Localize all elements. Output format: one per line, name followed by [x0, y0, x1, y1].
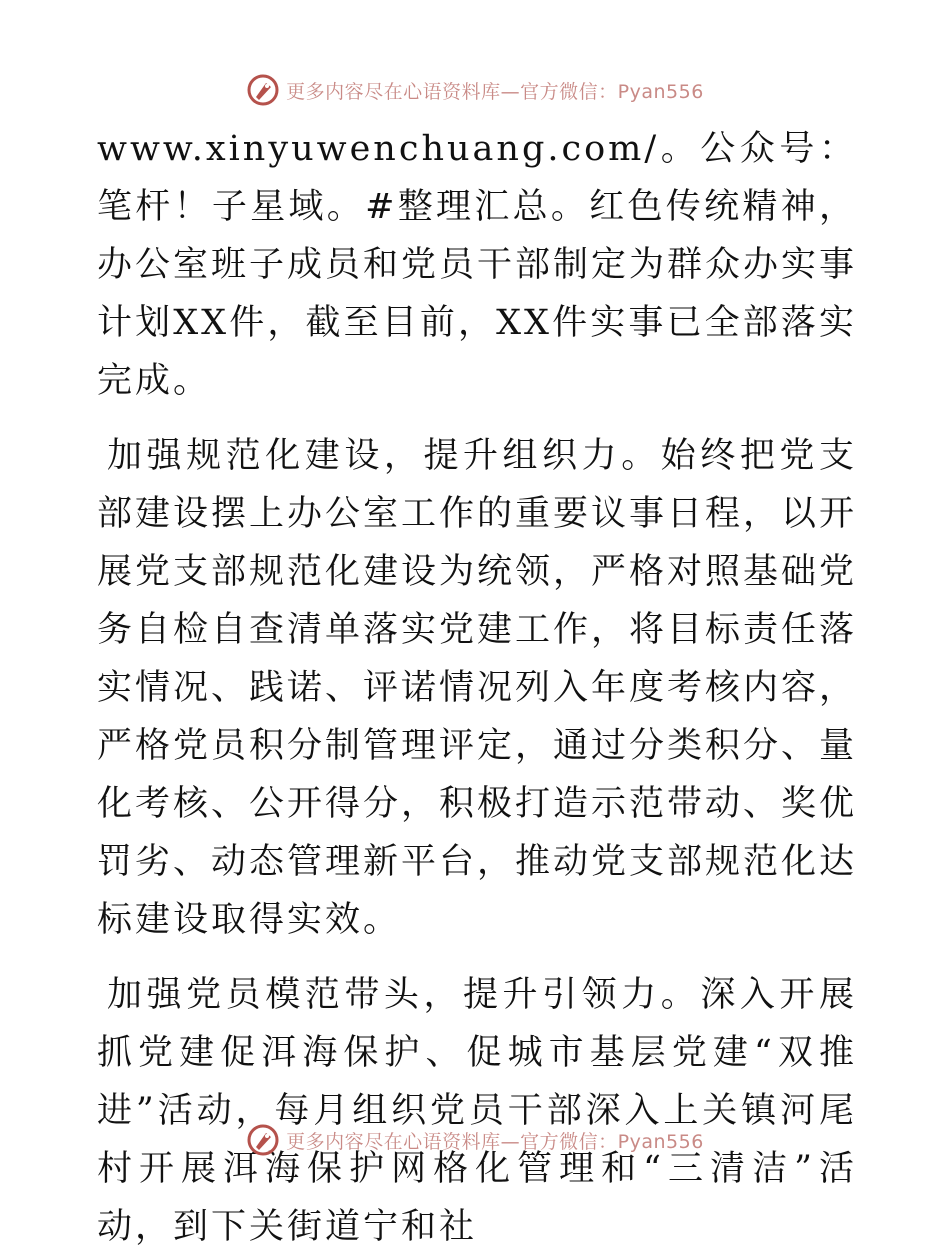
paragraph-1: www.xinyuwenchuang.com/。公众号：笔杆！子星域。#整理汇总。红色传统精神，办公室班子成员和党员干部制定为群众办实事计划XX件，截至目前，XX件实事已全部落实完成。 — [97, 129, 858, 401]
header-watermark-text: 更多内容尽在心语资料库—官方微信：Pyan556 — [286, 80, 704, 103]
pen-nib-logo-icon — [246, 73, 280, 107]
document-body — [97, 120, 857, 1256]
pen-nib-logo-icon — [246, 1123, 280, 1157]
footer-watermark — [0, 1120, 950, 1160]
paragraph-2: 加强规范化建设，提升组织力。始终把党支部建设摆上办公室工作的重要议事日程，以开展党支部规范化建设为统领，严格对照基础党务自检自查清单落实党建工作，将目标责任落实情况、践诺、评诺情况列入年度考核内容，严格党员积分制管理评定，通过分类积分、量化考核、公开得分，积极打造示范带动、奖优罚劣、动态管理新平台，推动党支部规范化达标建设取得实效。 — [97, 436, 858, 940]
header-watermark — [0, 70, 950, 110]
footer-watermark-text: 更多内容尽在心语资料库—官方微信：Pyan556 — [286, 1130, 704, 1153]
paragraph-3: 加强党员模范带头，提升引领力。深入开展抓党建促洱海保护、促城市基层党建“双推进”活动，每月组织党员干部深入上关镇河尾村开展洱海保护网格化管理和“三清洁”活动，到下关街道宁和社 — [97, 975, 857, 1247]
